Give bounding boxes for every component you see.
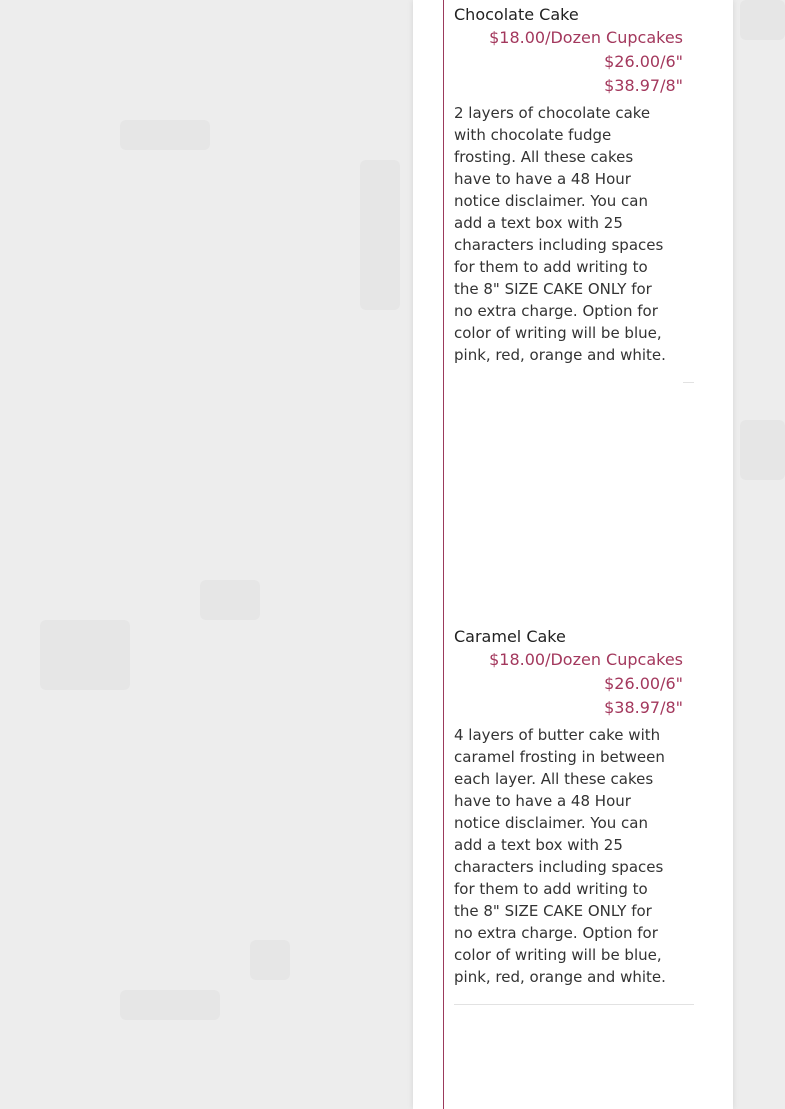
item-divider	[454, 1004, 694, 1005]
menu-item-caramel-cake	[454, 626, 694, 1005]
menu-panel	[413, 0, 733, 1109]
item-prices	[454, 648, 683, 720]
price-8-inch: $38.97/8"	[604, 698, 683, 717]
menu-item-chocolate-cake	[454, 4, 694, 383]
price-dozen-cupcakes: $18.00/Dozen Cupcakes	[489, 650, 683, 669]
price-6-inch: $26.00/6"	[604, 52, 683, 71]
item-prices	[454, 26, 683, 98]
price-6-inch: $26.00/6"	[604, 674, 683, 693]
item-description: 4 layers of butter cake with caramel frosting in between each layer. All these cakes have to have a 48 Hour notice disclaimer. You can add a text box with 25 characters including spaces for them to add writing to the 8" SIZE CAKE ONLY for no extra charge. Option for color of writing will be blue, pink, red, orange and white.	[454, 726, 666, 986]
item-name: Caramel Cake	[454, 627, 566, 646]
panel-accent-rule	[443, 0, 444, 1109]
item-name: Chocolate Cake	[454, 5, 579, 24]
item-description: 2 layers of chocolate cake with chocolate fudge frosting. All these cakes have to have a 48 Hour notice disclaimer. You can add a text box with 25 characters including spaces for them to add writing to the 8" SIZE CAKE ONLY for no extra charge. Option for color of writing will be blue, pink, red, orange and white.	[454, 104, 666, 364]
price-dozen-cupcakes: $18.00/Dozen Cupcakes	[489, 28, 683, 47]
item-image-placeholder	[454, 370, 683, 610]
price-8-inch: $38.97/8"	[604, 76, 683, 95]
